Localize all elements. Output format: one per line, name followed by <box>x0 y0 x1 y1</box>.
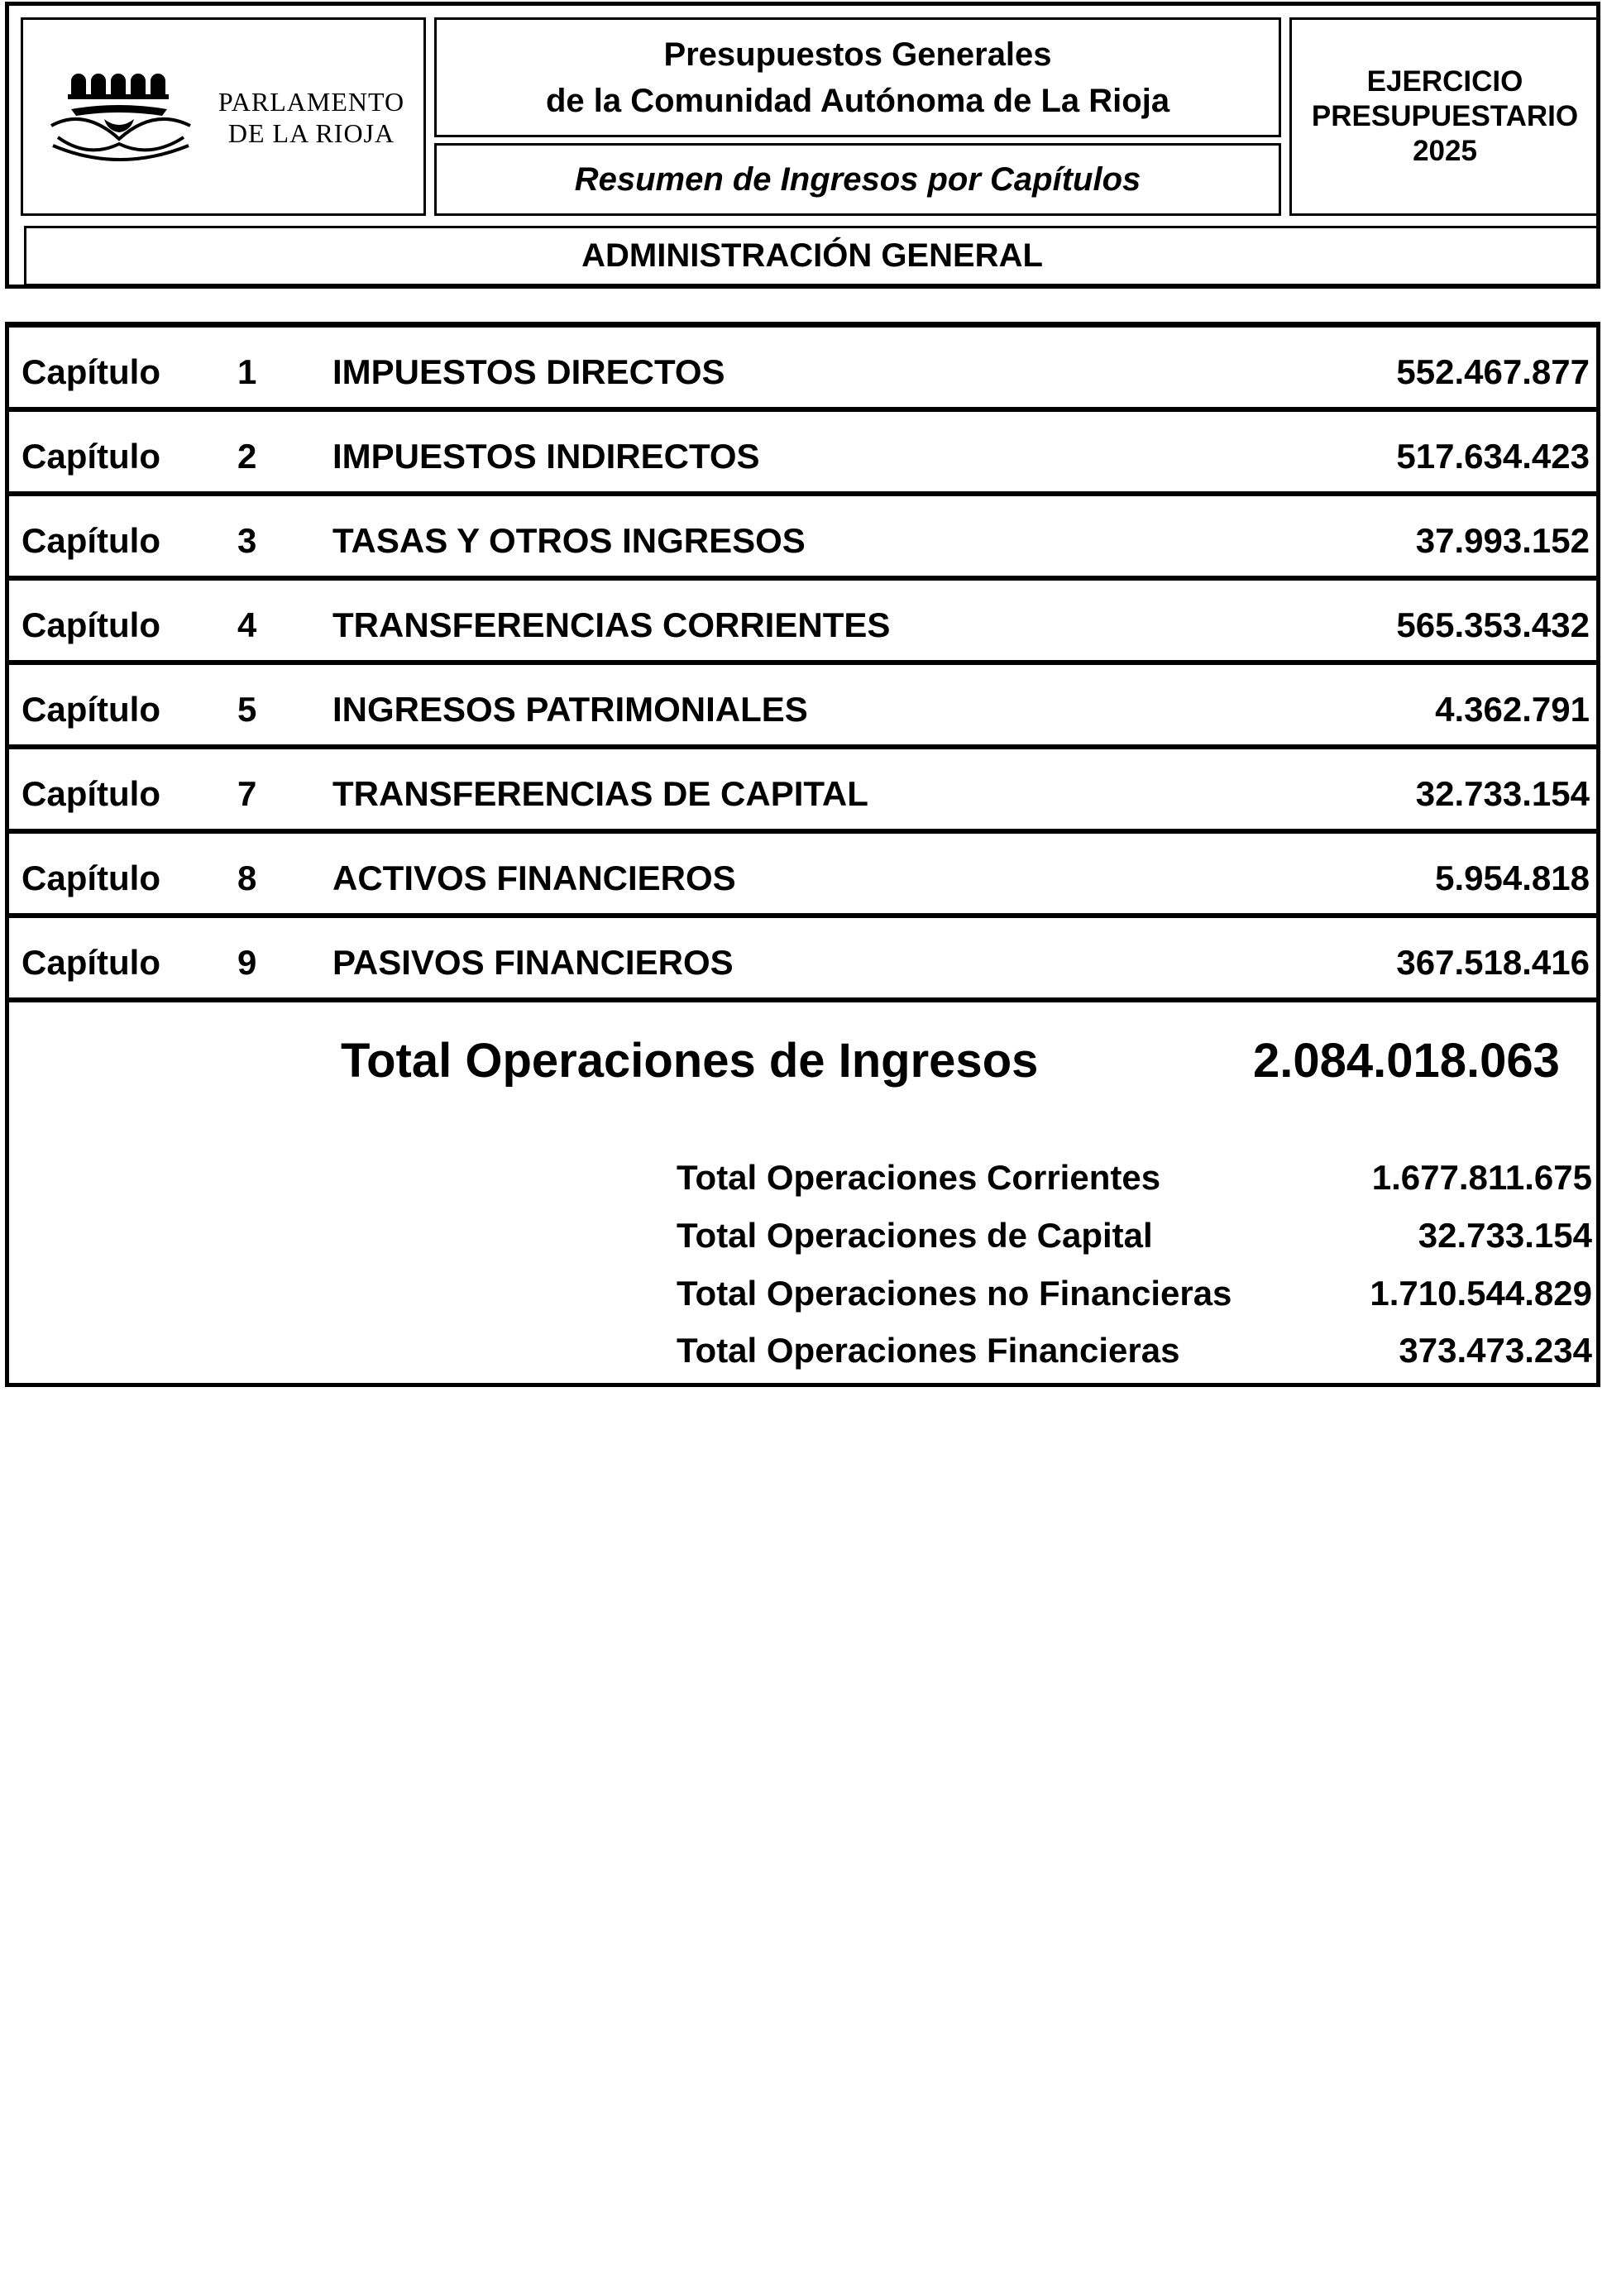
chapter-label: Capítulo <box>22 943 160 982</box>
document-header <box>5 2 1600 289</box>
chapter-number: 1 <box>237 352 257 391</box>
chapter-name: TASAS Y OTROS INGRESOS <box>332 521 806 560</box>
chapter-name: IMPUESTOS INDIRECTOS <box>332 437 760 476</box>
table-row <box>9 834 1596 918</box>
logo-region: DE LA RIOJA <box>227 118 395 148</box>
chapter-name: IMPUESTOS DIRECTOS <box>332 352 725 391</box>
chapter-amount: 565.353.432 <box>1396 605 1590 644</box>
subtotal-amount: 32.733.154 <box>1418 1216 1592 1255</box>
table-row <box>9 918 1596 1002</box>
chapter-number: 9 <box>237 943 257 982</box>
chapter-number: 8 <box>237 859 257 897</box>
document-title-line-1: Presupuestos Generales <box>663 36 1052 73</box>
chapter-name: ACTIVOS FINANCIEROS <box>332 859 736 897</box>
document-title-line-2: de la Comunidad Autónoma de La Rioja <box>545 82 1170 119</box>
chapter-amount: 37.993.152 <box>1415 521 1590 560</box>
table-row <box>9 328 1596 412</box>
chapter-label: Capítulo <box>22 521 160 560</box>
parliament-emblem-icon <box>46 61 195 165</box>
subtotal-label: Total Operaciones de Capital <box>677 1216 1153 1255</box>
table-row <box>9 496 1596 581</box>
subtotal-amount: 1.677.811.675 <box>1371 1158 1592 1197</box>
section-title: ADMINISTRACIÓN GENERAL <box>581 237 1043 274</box>
chapter-name: TRANSFERENCIAS DE CAPITAL <box>332 774 868 813</box>
chapter-label: Capítulo <box>22 859 160 897</box>
chapter-amount: 5.954.818 <box>1435 859 1590 897</box>
subtotal-label: Total Operaciones Corrientes <box>677 1158 1161 1197</box>
chapter-number: 3 <box>237 521 257 560</box>
logo-text <box>202 86 421 149</box>
chapter-amount: 32.733.154 <box>1415 774 1590 813</box>
fiscal-year-value: 2025 <box>1413 135 1477 167</box>
fiscal-year-panel <box>1289 17 1600 216</box>
section-panel <box>24 226 1600 286</box>
table-row <box>9 749 1596 834</box>
chapter-label: Capítulo <box>22 605 160 644</box>
fiscal-year-label-2: PRESUPUESTARIO <box>1311 100 1579 132</box>
chapter-amount: 367.518.416 <box>1396 943 1590 982</box>
logo-panel <box>21 17 426 216</box>
chapter-number: 5 <box>237 690 257 729</box>
chapter-name: TRANSFERENCIAS CORRIENTES <box>332 605 891 644</box>
chapter-amount: 517.634.423 <box>1396 437 1590 476</box>
chapter-label: Capítulo <box>22 690 160 729</box>
table-row <box>9 412 1596 496</box>
subtotal-label: Total Operaciones no Financieras <box>677 1274 1232 1313</box>
chapter-name: INGRESOS PATRIMONIALES <box>332 690 808 729</box>
chapter-amount: 4.362.791 <box>1435 690 1590 729</box>
chapter-amount: 552.467.877 <box>1396 352 1590 391</box>
chapter-name: PASIVOS FINANCIEROS <box>332 943 734 982</box>
title-panel <box>434 17 1281 137</box>
chapter-label: Capítulo <box>22 437 160 476</box>
fiscal-year-label-1: EJERCICIO <box>1366 65 1523 98</box>
grand-total-amount: 2.084.018.063 <box>1253 1034 1560 1088</box>
subtitle-panel <box>434 143 1281 216</box>
grand-total-label: Total Operaciones de Ingresos <box>341 1034 1039 1088</box>
table-row <box>9 665 1596 749</box>
chapter-label: Capítulo <box>22 352 160 391</box>
chapter-number: 2 <box>237 437 257 476</box>
subtotal-amount: 373.473.234 <box>1399 1331 1592 1370</box>
subtotal-label: Total Operaciones Financieras <box>677 1331 1180 1370</box>
logo-name: PARLAMENTO <box>218 87 405 117</box>
chapter-number: 7 <box>237 774 257 813</box>
chapter-label: Capítulo <box>22 774 160 813</box>
document-subtitle: Resumen de Ingresos por Capítulos <box>574 160 1141 198</box>
chapter-number: 4 <box>237 605 257 644</box>
subtotal-amount: 1.710.544.829 <box>1370 1274 1592 1313</box>
table-row <box>9 581 1596 665</box>
